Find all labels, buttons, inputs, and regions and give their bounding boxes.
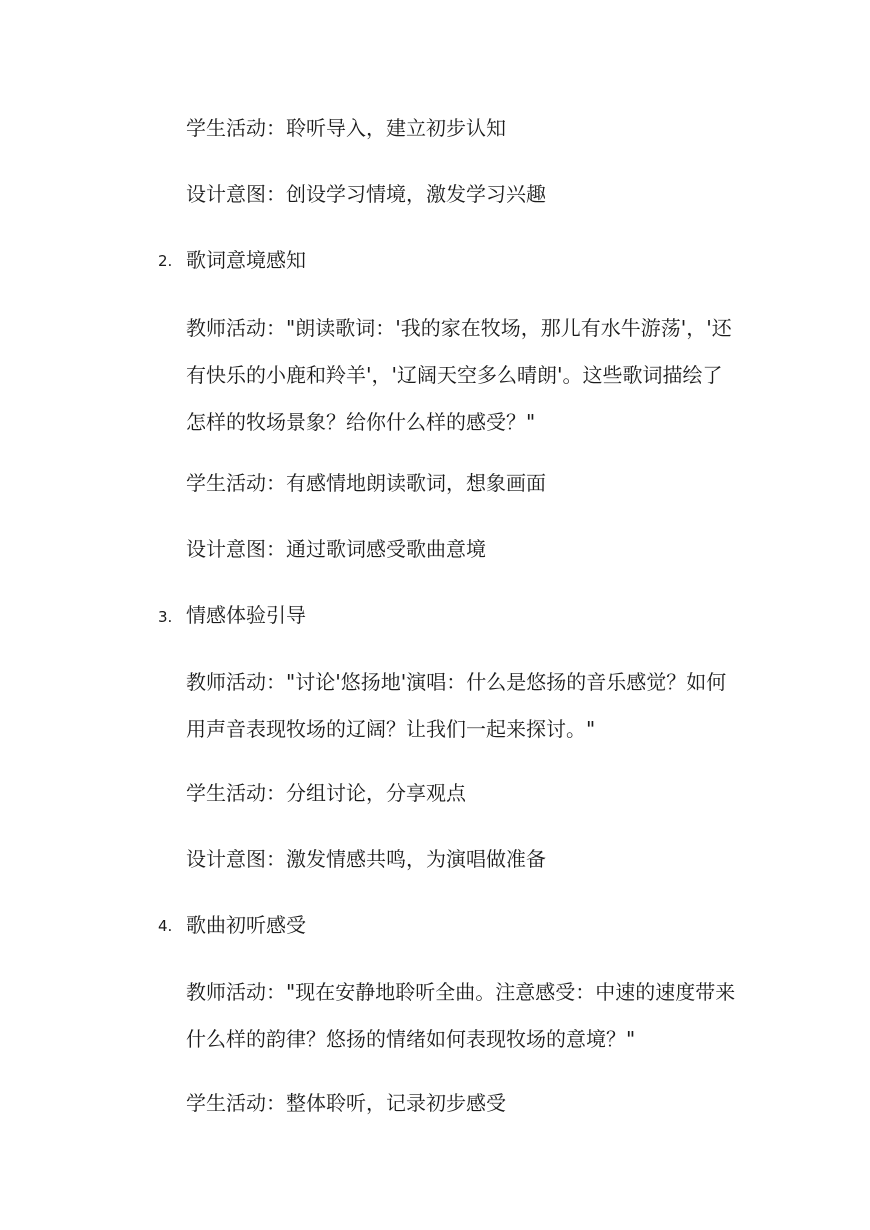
teacher-activity-2-line-3: 怎样的牧场景象？给你什么样的感受？"	[186, 410, 536, 434]
student-activity-4: 学生活动：整体聆听，记录初步感受	[186, 1091, 506, 1115]
teacher-activity-3-line-1: 教师活动："讨论'悠扬地'演唱：什么是悠扬的音乐感觉？如何	[186, 670, 727, 694]
section-title-4: 歌曲初听感受	[186, 913, 306, 937]
teacher-activity-4-line-2: 什么样的韵律？悠扬的情绪如何表现牧场的意境？"	[186, 1027, 636, 1051]
design-intent-3: 设计意图：激发情感共鸣，为演唱做准备	[186, 847, 546, 871]
item-number-2: 2.	[158, 252, 173, 270]
design-intent-1: 设计意图：创设学习情境，激发学习兴趣	[186, 182, 546, 206]
section-title-3: 情感体验引导	[186, 603, 306, 627]
student-activity-1: 学生活动：聆听导入，建立初步认知	[186, 116, 506, 140]
item-number-3: 3.	[158, 608, 173, 626]
teacher-activity-2-line-2: 有快乐的小鹿和羚羊'，'辽阔天空多么晴朗'。这些歌词描绘了	[186, 363, 723, 387]
item-number-4: 4.	[158, 917, 173, 935]
design-intent-2: 设计意图：通过歌词感受歌曲意境	[186, 537, 486, 561]
section-title-2: 歌词意境感知	[186, 248, 306, 272]
teacher-activity-2-line-1: 教师活动："朗读歌词：'我的家在牧场，那儿有水牛游荡'，'还	[186, 316, 732, 340]
student-activity-3: 学生活动：分组讨论，分享观点	[186, 781, 466, 805]
teacher-activity-3-line-2: 用声音表现牧场的辽阔？让我们一起来探讨。"	[186, 717, 596, 741]
teacher-activity-4-line-1: 教师活动："现在安静地聆听全曲。注意感受：中速的速度带来	[186, 980, 736, 1004]
student-activity-2: 学生活动：有感情地朗读歌词，想象画面	[186, 471, 546, 495]
